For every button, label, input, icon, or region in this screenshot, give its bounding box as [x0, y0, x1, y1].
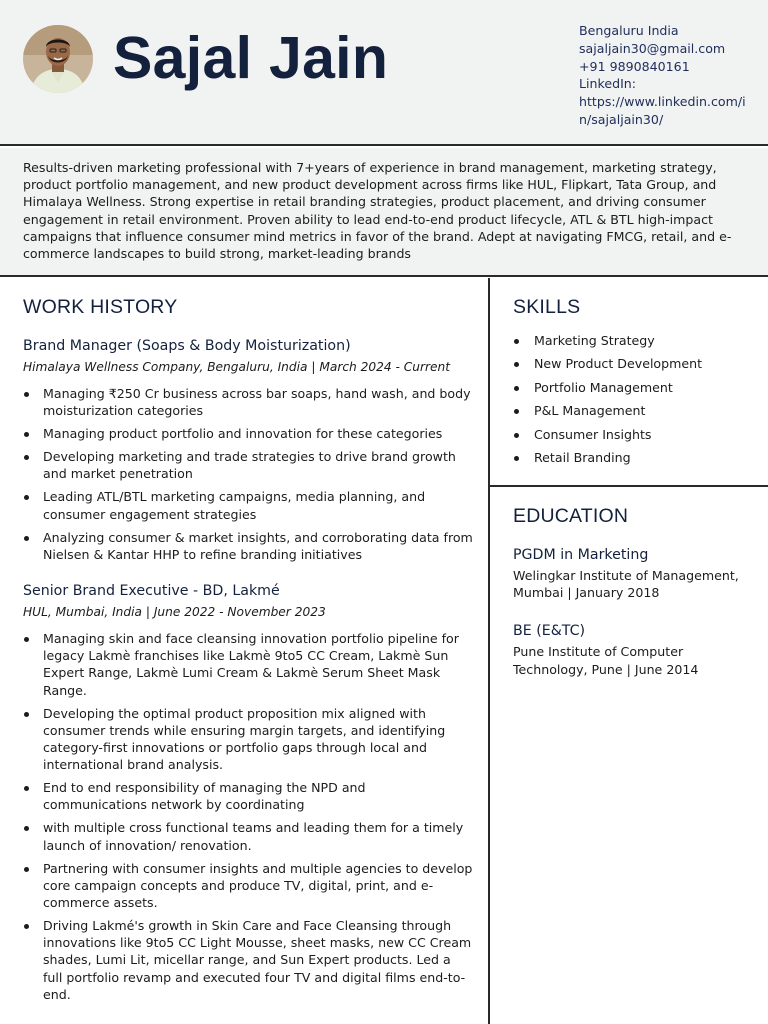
job-bullet: Analyzing consumer & market insights, and corroborating data from Nielsen & Kantar HHP to refine branding initiatives — [23, 529, 473, 563]
candidate-name: Sajal Jain — [113, 25, 389, 91]
job-title: Senior Brand Executive - BD, Lakmé — [23, 583, 280, 600]
sidebar-divider — [490, 485, 768, 487]
job-bullet: Developing marketing and trade strategies to drive brand growth and market penetration — [23, 448, 473, 482]
job-bullets — [23, 385, 473, 563]
education-heading: EDUCATION — [513, 505, 629, 527]
job-bullet: Managing product portfolio and innovation for these categories — [23, 425, 473, 442]
column-divider — [488, 278, 490, 1024]
skills-heading: SKILLS — [513, 296, 581, 318]
skill-item: Retail Branding — [513, 449, 753, 466]
job-bullet: Partnering with consumer insights and multiple agencies to develop core campaign concepts and produce TV, digital, print, and e-commerce assets. — [23, 860, 473, 912]
job-title: Brand Manager (Soaps & Body Moisturization) — [23, 338, 351, 354]
skills-section — [513, 296, 753, 472]
contact-location: Bengaluru India — [579, 23, 679, 38]
job-bullets — [23, 630, 473, 1003]
contact-phone[interactable]: +91 9890840161 — [579, 58, 690, 74]
contact-linkedin-label: LinkedIn: — [579, 76, 637, 92]
job-bullet: Leading ATL/BTL marketing campaigns, media planning, and consumer engagement strategies — [23, 488, 473, 522]
job-meta: HUL, Mumbai, India | June 2022 - November 2023 — [23, 605, 326, 620]
skill-item: Consumer Insights — [513, 426, 753, 443]
work-history-section — [23, 296, 473, 1009]
degree-title: BE (E&TC) — [513, 623, 586, 640]
skills-list — [513, 332, 753, 466]
skill-item: Portfolio Management — [513, 379, 753, 396]
skill-item: Marketing Strategy — [513, 332, 753, 349]
contact-block — [579, 22, 749, 129]
avatar — [23, 25, 93, 93]
work-history-heading: WORK HISTORY — [23, 296, 178, 318]
job-bullet: Developing the optimal product proposition mix aligned with consumer trends while ensuring margin targets, and identifying category-first innovations or portfolio gaps through local and international brand analysis. — [23, 705, 473, 774]
job-bullet: Managing ₹250 Cr business across bar soaps, hand wash, and body moisturization categories — [23, 385, 473, 419]
job-bullet: with multiple cross functional teams and leading them for a timely launch of innovation/ renovation. — [23, 819, 473, 853]
skill-item: New Product Development — [513, 355, 753, 372]
resume-header — [0, 0, 768, 146]
job-bullet: Managing skin and face cleansing innovation portfolio pipeline for legacy Lakmè franchises like Lakmè 9to5 CC Cream, Lakmè Sun Expert Range, Lakmè Lumi Cream & Lakmè Serum Sheet Mask Range. — [23, 630, 473, 699]
job-meta: Himalaya Wellness Company, Bengaluru, India | March 2024 - Current — [23, 360, 451, 374]
job-bullet: Driving Lakmé's growth in Skin Care and Face Cleansing through innovations like 9to5 CC Light Mousse, sheet masks, new CC Cream shades, Lumi Lit, micellar range, and Sun Expert products. Led a full portfolio revamp and executed four TV and digital films end-to-end. — [23, 917, 473, 1003]
school-detail: Welingkar Institute of Management, Mumbai | January 2018 — [513, 568, 739, 601]
contact-linkedin-url[interactable]: https://www.linkedin.com/in/sajaljain30/ — [579, 94, 746, 127]
professional-summary: Results-driven marketing professional with 7+years of experience in brand management, marketing strategy, product portfolio management, and new product development across firms like HUL, Flipkart, Tata Group, and Himalaya Wellness. Strong expertise in retail branding strategies, product placement, and driving consumer engagement in retail environment. Proven ability to lead end-to-end product lifecycle, ATL & BTL high-impact campaigns that influence consumer mind metrics in favor of the brand. Adept at navigating FMCG, retail, and e-commerce landscapes to build strong, market-leading brands — [0, 148, 768, 277]
degree-title: PGDM in Marketing — [513, 547, 649, 563]
school-detail: Pune Institute of Computer Technology, Pune | June 2014 — [513, 644, 699, 677]
contact-email[interactable]: sajaljain30@gmail.com — [579, 40, 726, 56]
job-bullet: End to end responsibility of managing the NPD and communications network by coordinating — [23, 779, 473, 813]
education-section — [513, 505, 753, 678]
skill-item: P&L Management — [513, 402, 753, 419]
